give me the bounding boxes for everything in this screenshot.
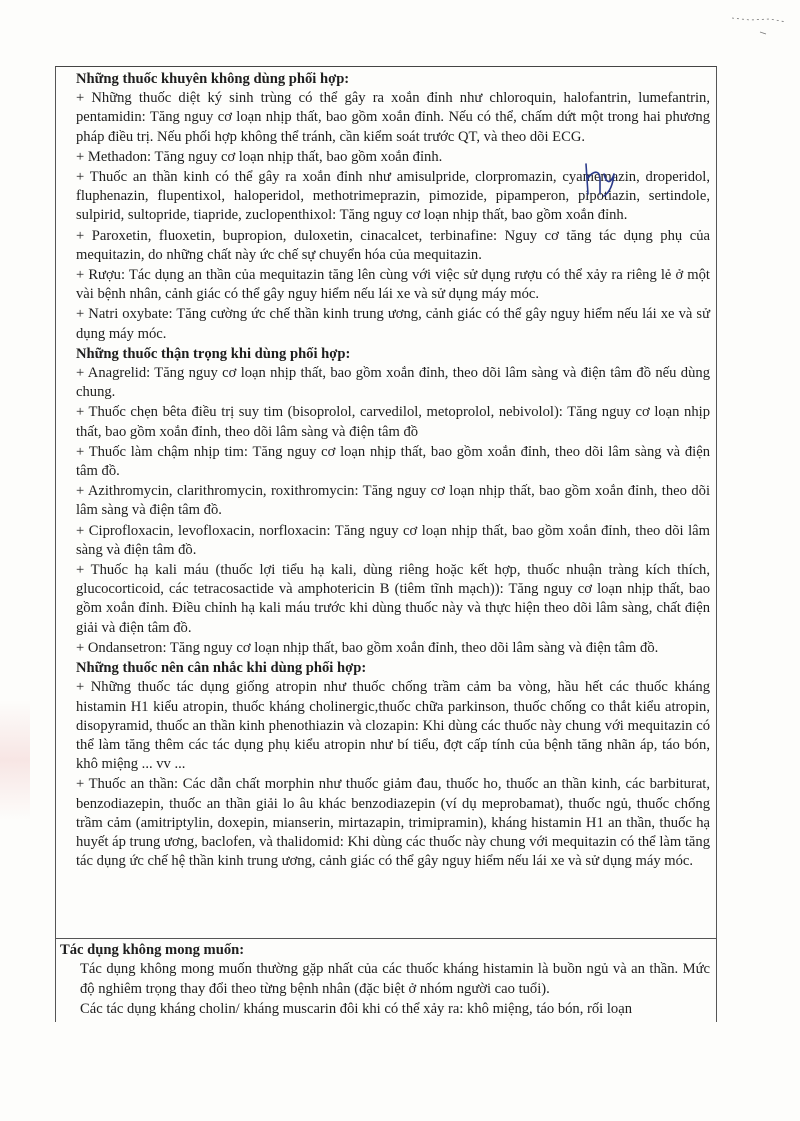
paper-smudge (0, 700, 30, 820)
paragraph-drowsiness: Tác dụng không mong muốn thường gặp nhất của các thuốc kháng histamin là buồn ngủ và an thần. Mức độ nghiêm trọng thay đổi theo từng bệnh nhân (đặc biệt ở nhóm người cao tuổi). (80, 961, 710, 997)
heading-avoid-combination: Những thuốc khuyên không dùng phối hợp: (76, 71, 350, 87)
side-effects-section (56, 939, 716, 1019)
paragraph-paroxetin: + Paroxetin, fluoxetin, bupropion, duloxetin, cinacalcet, terbinafine: Nguy cơ tăng tác dụng phụ của mequitazin, do những chất này ức chế sự chuyển hóa của mequitazin. (76, 227, 710, 263)
corner-pen-mark (730, 10, 790, 40)
paragraph-anticholinergic: Các tác dụng kháng cholin/ kháng muscarin đôi khi có thể xảy ra: khô miệng, táo bón, rối loạn (80, 1001, 632, 1018)
paragraph-bradycardia-drugs: + Thuốc làm chậm nhịp tim: Tăng nguy cơ loạn nhịp thất, bao gồm xoắn đỉnh, theo dõi lâm sàng và điện tâm đồ. (76, 443, 710, 480)
paragraph-fluoroquinolones: + Ciprofloxacin, levofloxacin, norfloxacin: Tăng nguy cơ loạn nhịp thất, bao gồm xoắn đỉnh, theo dõi lâm sàng và điện tâm đồ. (76, 522, 710, 558)
heading-consider-combination: Những thuốc nên cân nhắc khi dùng phối hợp: (76, 660, 367, 677)
heading-caution-combination: Những thuốc thận trọng khi dùng phối hợp: (76, 345, 351, 362)
paragraph-ondansetron: + Ondansetron: Tăng nguy cơ loạn nhịp thất, bao gồm xoắn đỉnh, theo dõi lâm sàng và điện tâm đồ. (76, 639, 659, 656)
paragraph-antipsychotics: + Thuốc an thần kinh có thể gây ra xoắn đỉnh như amisulpride, clorpromazin, cyamemazin, droperidol, fluphenazin, flupentixol, haloperidol, methotrimeprazin, pimozide, pipamperon, pipotiazin, sertindole, sulpirid, sultopride, tiapride, zuclopenthixol: Tăng nguy cơ loạn nhịp thất, bao gồm xoắn đỉnh. (76, 169, 710, 224)
paragraph-macrolides: + Azithromycin, clarithromycin, roxithromycin: Tăng nguy cơ loạn nhịp thất, bao gồm xoắn đỉnh, theo dõi lâm sàng và điện tâm đồ. (76, 483, 710, 519)
paragraph-anagrelid: + Anagrelid: Tăng nguy cơ loạn nhịp thất, bao gồm xoắn đỉnh, theo dõi lâm sàng và điện tâm đồ nếu dùng chung. (76, 365, 710, 401)
paragraph-beta-blockers: + Thuốc chẹn bêta điều trị suy tim (bisoprolol, carvedilol, metoprolol, nebivolol): Tăng nguy cơ loạn nhịp thất, bao gồm xoắn đỉnh, theo dõi lâm sàng và điện tâm đồ (76, 404, 710, 440)
paragraph-sodium-oxybate: + Natri oxybate: Tăng cường ức chế thần kinh trung ương, cảnh giác có thể gây nguy hiểm nếu lái xe và sử dụng máy móc. (76, 306, 710, 342)
paragraph-atropine-like: + Những thuốc tác dụng giống atropin như thuốc chống trầm cảm ba vòng, hầu hết các thuốc kháng histamin H1 kiểu atropin, thuốc kháng cholinergic,thuốc chữa parkinson, thuốc chống co thắt kiểu atropin, disopyramid, thuốc an thần kinh phenothiazin và clozapin: Khi dùng các thuốc này chung với mequitazin có thể làm tăng thêm các tác dụng phụ kiểu atropin như bí tiểu, đợt cấp tính của bệnh tăng nhãn áp, táo bón, khô miệng ... vv ... (76, 679, 710, 773)
paragraph-methadon: + Methadon: Tăng nguy cơ loạn nhịp thất, bao gồm xoắn đỉnh. (76, 148, 443, 165)
document-frame (55, 66, 717, 1022)
paragraph-antiparasitic: + Những thuốc diệt ký sinh trùng có thể gây ra xoắn đỉnh như chloroquin, halofantrin, lumefantrin, pentamidin: Tăng nguy cơ loạn nhịp thất, bao gồm xoắn đỉnh. Nếu có thể, chấm dứt một trong hai phương pháp điều trị. Nếu phối hợp không thể tránh, cần kiểm soát trước QT, và theo dõi ECG. (76, 90, 710, 145)
paragraph-alcohol: + Rượu: Tác dụng an thần của mequitazin tăng lên cùng với việc sử dụng rượu có thể xảy ra riêng lẻ ở một vài bệnh nhân, cảnh giác có thể gây nguy hiểm nếu lái xe và sử dụng máy móc. (76, 267, 710, 303)
handwritten-initials-mark (580, 160, 620, 198)
paragraph-hypokalemia-drugs: + Thuốc hạ kali máu (thuốc lợi tiểu hạ kali, dùng riêng hoặc kết hợp, thuốc nhuận tràng kích thích, glucocorticoid, các tetracosactide và amphotericin B (tiêm tĩnh mạch)): Tăng nguy cơ loạn nhịp thất, bao gồm xoắn đỉnh. Điều chỉnh hạ kali máu trước khi dùng thuốc này và thực hiện theo dõi lâm sàng, chất điện giải và điện tâm đồ. (76, 562, 710, 636)
heading-side-effects: Tác dụng không mong muốn: (60, 942, 245, 958)
paragraph-sedatives: + Thuốc an thần: Các dẫn chất morphin như thuốc giảm đau, thuốc ho, thuốc an thần kinh, các barbiturat, benzodiazepin, thuốc an thần giải lo âu khác benzodiazepin (ví dụ meprobamat), thuốc ngủ, thuốc chống trầm cảm (amitriptylin, doxepin, mianserin, mirtazapin, trimipramin), kháng histamin H1 an thần, thuốc hạ huyết áp trung ương, baclofen, và thalidomid: Khi dùng các thuốc này chung với mequitazin có thể làm tăng tác dụng ức chế hệ thần kinh trung ương, cảnh giác có thể gây nguy hiểm nếu lái xe và sử dụng máy móc. (76, 776, 710, 870)
